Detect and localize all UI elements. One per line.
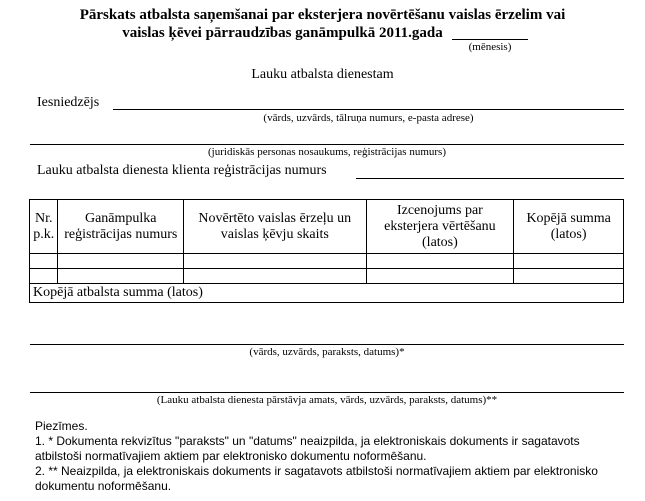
official-signature-field[interactable] — [30, 392, 624, 393]
table-cell[interactable] — [366, 254, 514, 269]
note-1: 1. * Dokumenta rekvizītus "paraksts" un "datums" neaizpilda, ja elektroniskais dokuments ir sagatavots atbilstoši normatīvajiem aktiem par elektronisko dokumentu noformēšanu. — [35, 434, 580, 463]
table-row — [30, 254, 624, 269]
client-reg-label: Lauku atbalsta dienesta klienta reģistrācijas numurs — [37, 163, 327, 178]
form-title-line2: vaislas ķēvei pārraudzības ganāmpulkā 2011.gada — [122, 25, 443, 41]
legal-entity-field[interactable] — [30, 144, 624, 145]
submitter-label: Iesniedzējs — [37, 95, 100, 110]
month-caption: (mēnesis) — [468, 41, 512, 53]
table-cell[interactable] — [58, 269, 184, 284]
table-cell[interactable] — [58, 254, 184, 269]
col-header-herd-reg: Ganāmpulka reģistrācijas numurs — [58, 200, 184, 254]
table-header-row — [30, 200, 624, 254]
col-header-count: Novērtēto vaislas ērzeļu un vaislas ķēvju skaits — [184, 200, 367, 254]
client-reg-field[interactable] — [356, 178, 624, 179]
submitter-caption: (vārds, uzvārds, tālruņa numurs, e-pasta adrese) — [263, 112, 474, 124]
table-row — [30, 269, 624, 284]
table-cell[interactable] — [514, 254, 624, 269]
recipient-heading: Lauku atbalsta dienestam — [251, 67, 394, 82]
notes-heading: Piezīmes. — [35, 419, 88, 433]
month-field[interactable] — [452, 39, 528, 40]
table-cell[interactable] — [184, 269, 367, 284]
table-cell[interactable] — [30, 269, 58, 284]
table-total-row — [30, 284, 624, 303]
table-cell[interactable] — [184, 254, 367, 269]
table-cell[interactable] — [514, 269, 624, 284]
support-table — [29, 199, 624, 303]
note-2: 2. ** Neaizpilda, ja elektroniskais dokuments ir sagatavots atbilstoši normatīvajiem aktiem par elektronisko dokumentu noformēšanu. — [35, 464, 598, 493]
col-header-nr: Nr. p.k. — [30, 200, 58, 254]
table-cell[interactable] — [30, 254, 58, 269]
official-signature-caption: (Lauku atbalsta dienesta pārstāvja amats, vārds, uzvārds, paraksts, datums)** — [156, 394, 498, 406]
signature-caption: (vārds, uzvārds, paraksts, datums)* — [249, 346, 405, 358]
signature-field[interactable] — [30, 344, 624, 345]
legal-entity-caption: (juridiskās personas nosaukums, reģistrācijas numurs) — [208, 146, 446, 158]
col-header-total: Kopējā summa (latos) — [514, 200, 624, 254]
submitter-field[interactable] — [113, 109, 624, 110]
table-cell[interactable] — [366, 269, 514, 284]
col-header-price: Izcenojums par eksterjera vērtēšanu (latos) — [366, 200, 514, 254]
notes-block — [35, 419, 625, 494]
total-support-label: Kopējā atbalsta summa (latos) — [30, 284, 624, 303]
form-title-line1: Pārskats atbalsta saņemšanai par eksterjera novērtēšanu vaislas ērzelim vai — [79, 7, 566, 23]
